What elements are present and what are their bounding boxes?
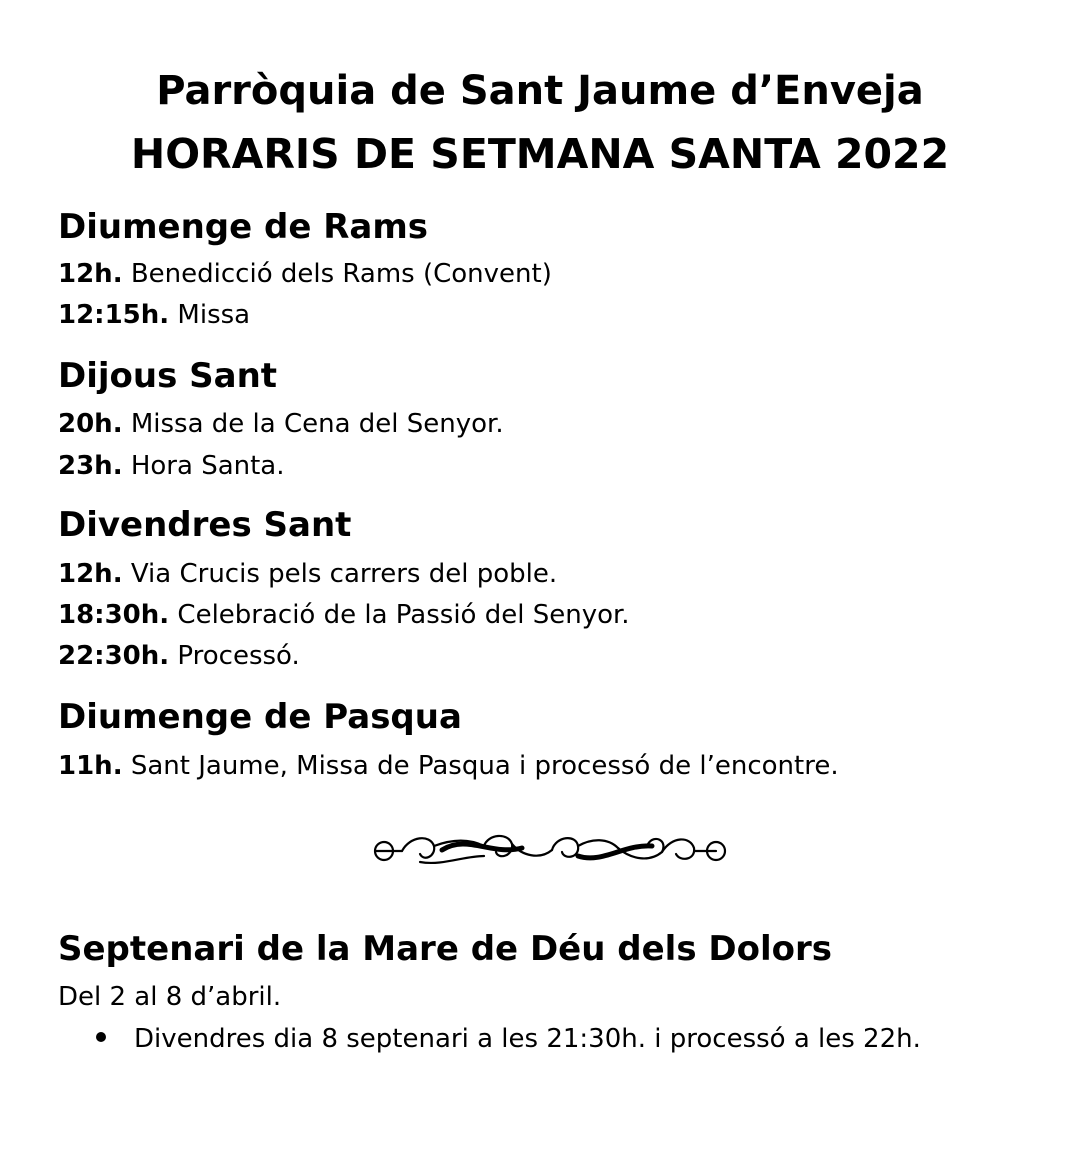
entry-text: Missa de la Cena del Senyor.: [130, 409, 504, 439]
schedule-entry: [58, 409, 504, 439]
section-heading-dijous-sant: Dijous Sant: [58, 356, 278, 396]
entry-text: Benedicció dels Rams (Convent): [130, 259, 552, 289]
schedule-entry: [58, 641, 300, 671]
entry-time: 12:15h.: [58, 300, 170, 330]
schedule-entry: [58, 259, 552, 289]
schedule-entry: [58, 600, 630, 630]
entry-text: Processó.: [177, 641, 300, 671]
entry-time: 22:30h.: [58, 641, 170, 671]
entry-time: 18:30h.: [58, 600, 170, 630]
section-heading-septenari: Septenari de la Mare de Déu dels Dolors: [58, 929, 832, 969]
entry-time: 11h.: [58, 751, 123, 781]
section-heading-divendres-sant: Divendres Sant: [58, 505, 352, 545]
list-item-text: Divendres dia 8 septenari a les 21:30h. i processó a les 22h.: [134, 1024, 921, 1054]
list-item: [96, 1024, 921, 1054]
bullet-icon: [96, 1032, 106, 1042]
schedule-title: HORARIS DE SETMANA SANTA 2022: [130, 130, 950, 178]
schedule-entry: [58, 300, 250, 330]
entry-text: Via Crucis pels carrers del poble.: [130, 559, 558, 589]
flourish-divider-icon: [372, 826, 728, 876]
entry-text: Missa: [177, 300, 251, 330]
entry-time: 12h.: [58, 259, 123, 289]
section-heading-diumenge-pasqua: Diumenge de Pasqua: [58, 697, 462, 737]
schedule-entry: [58, 451, 285, 481]
schedule-entry: [58, 751, 839, 781]
septenari-dates: Del 2 al 8 d’abril.: [58, 982, 282, 1012]
entry-time: 20h.: [58, 409, 123, 439]
entry-time: 23h.: [58, 451, 123, 481]
entry-text: Celebració de la Passió del Senyor.: [177, 600, 630, 630]
section-heading-diumenge-rams: Diumenge de Rams: [58, 207, 429, 247]
parish-title: Parròquia de Sant Jaume d’Enveja: [156, 68, 924, 114]
entry-text: Hora Santa.: [130, 451, 285, 481]
entry-time: 12h.: [58, 559, 123, 589]
schedule-entry: [58, 559, 557, 589]
entry-text: Sant Jaume, Missa de Pasqua i processó de l’encontre.: [130, 751, 839, 781]
